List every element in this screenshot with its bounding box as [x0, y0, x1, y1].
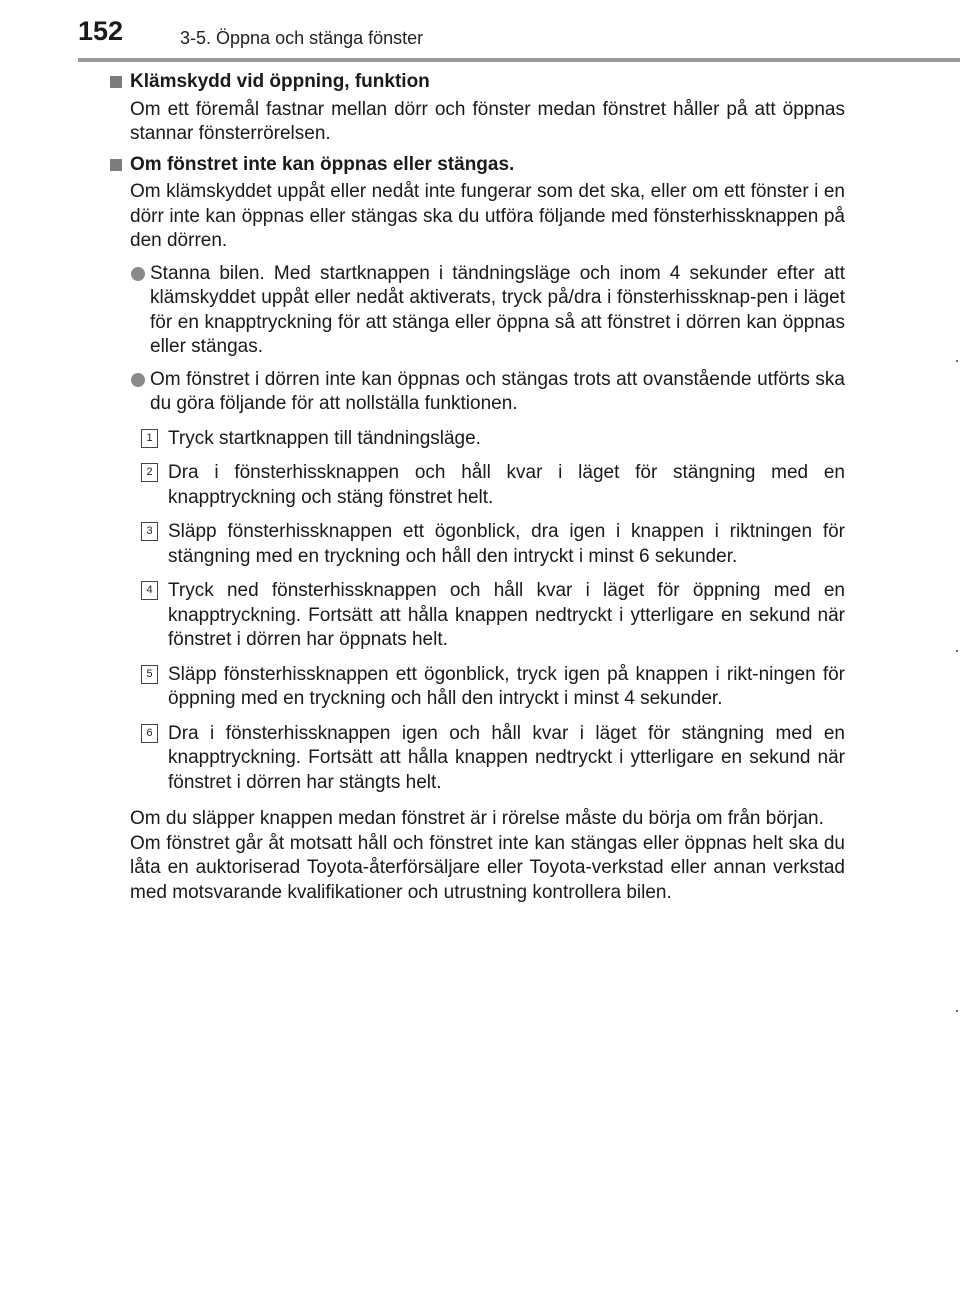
section-text: Om klämskyddet uppåt eller nedåt inte fungerar som det ska, eller om ett fönster i en dörr inte kan öppnas eller stängas ska du utföra följande med fönsterhissknappen på den dörren. [130, 181, 845, 251]
bullet-text: Om fönstret i dörren inte kan öppnas och stängas trots att ovanstående utförts ska du göra följande för att nollställa funktionen. [150, 368, 845, 414]
step-item [146, 461, 845, 510]
step-text: Tryck startknappen till tändningsläge. [168, 427, 481, 449]
bullet-text: Stanna bilen. Med startknappen i tändningsläge och inom 4 sekunder efter att klämskyddet uppåt eller nedåt aktiverats, tryck på/dra i fönsterhissknap-pen i läget för en knapptryckning för att stänga eller öppna så att fönstret i dörren kan öppnas eller stängas. [150, 262, 845, 357]
step-text: Släpp fönsterhissknappen ett ögonblick, tryck igen på knappen i rikt-ningen för öppning med en tryckning och håll den intryckt i minst 4 sekunder. [168, 663, 845, 709]
step-list [110, 427, 845, 796]
closing-paragraph: Om du släpper knappen medan fönstret är i rörelse måste du börja om från början. [130, 808, 824, 829]
margin-mark [956, 1010, 958, 1012]
step-number-box: 2 [141, 463, 158, 482]
margin-mark [956, 650, 958, 652]
step-text: Dra i fönsterhissknappen igen och håll kvar i läget för stängning med en knapptryckning. Fortsätt att hålla knappen nedtryckt i ytterligare en sekund när fönstret i dörren har stängts helt. [168, 722, 845, 793]
section-heading [110, 70, 845, 95]
square-bullet-icon [110, 159, 122, 171]
section-heading-text: Klämskydd vid öppning, funktion [130, 71, 430, 92]
step-item [146, 722, 845, 796]
step-number-box: 5 [141, 665, 158, 684]
step-item [146, 427, 845, 452]
circle-bullet-icon [131, 373, 145, 387]
square-bullet-icon [110, 76, 122, 88]
step-number-box: 1 [141, 429, 158, 448]
section-title: 3-5. Öppna och stänga fönster [180, 28, 424, 48]
section-pinch-protection [110, 70, 845, 147]
step-item [146, 663, 845, 712]
circle-bullet-icon [131, 267, 145, 281]
step-item [146, 579, 845, 653]
list-item [130, 368, 845, 417]
step-number-box: 4 [141, 581, 158, 600]
closing-notes [130, 807, 845, 905]
margin-mark [956, 360, 958, 362]
page-header [0, 0, 960, 60]
section-heading [110, 153, 845, 178]
section-heading-text: Om fönstret inte kan öppnas eller stängas. [130, 153, 515, 175]
page-number: 152 [78, 16, 124, 46]
list-item [130, 262, 845, 360]
step-number-box: 6 [141, 724, 158, 743]
section-window-not-operating [110, 153, 845, 906]
step-item [146, 520, 845, 569]
page-content [110, 70, 845, 911]
header-divider [78, 58, 960, 62]
closing-paragraph: Om fönstret går åt motsatt håll och fönstret inte kan stängas eller öppnas helt ska du låta en auktoriserad Toyota-återförsäljare eller Toyota-verkstad eller annan verkstad med motsvarande kvalifikationer och utrustning kontrollera bilen. [130, 832, 845, 903]
section-text: Om ett föremål fastnar mellan dörr och fönster medan fönstret håller på att öppnas stannar fönsterrörelsen. [130, 98, 845, 144]
step-text: Tryck ned fönsterhissknappen och håll kvar i läget för öppning med en knapptryckning. Fortsätt att hålla knappen nedtryckt i ytterligare en sekund när fönstret i dörren har öppnats helt. [168, 580, 845, 650]
step-text: Dra i fönsterhissknappen och håll kvar i läget för stängning med en knapptryckning och stäng fönstret helt. [168, 462, 845, 508]
step-number-box: 3 [141, 522, 158, 541]
step-text: Släpp fönsterhissknappen ett ögonblick, dra igen i knappen i riktningen för stängning med en tryckning och håll den intryckt i minst 6 sekunder. [168, 521, 845, 567]
